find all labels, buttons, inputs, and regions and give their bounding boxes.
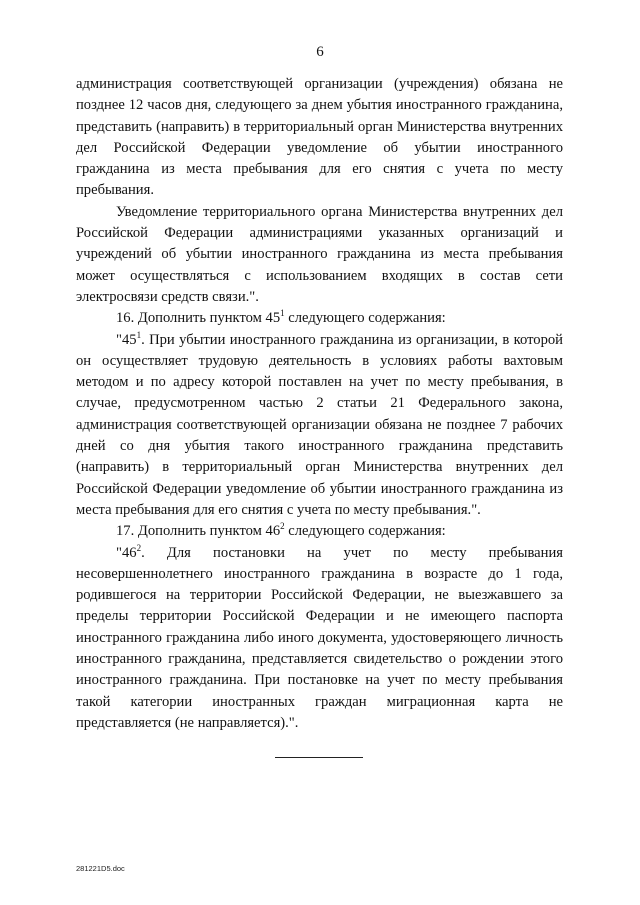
paragraph-item-17 [76,521,563,542]
point-46-2-number: "46 [116,544,137,561]
file-name-footer: 281221D5.doc [76,864,125,873]
item-16-text: 16. Дополнить пунктом 45 [116,310,281,327]
item-17-superscript: 2 [280,521,285,532]
point-45-1-number: "45 [116,331,137,348]
end-divider-line [275,757,363,758]
document-body [76,74,563,734]
paragraph-item-16 [76,308,563,329]
item-16-text-tail: следующего содержания: [284,310,446,327]
point-45-1-superscript: 1 [136,329,142,340]
paragraph-notification: Уведомление территориального органа Министерства внутренних дел Российской Федерации администрациями указанных организаций и учреждений об убытии иностранного гражданина из места пребывания может осуществляться с использованием входящих в состав сети электросвязи средств связи.". [76,203,563,305]
page-number: 6 [316,44,324,60]
paragraph-continuation: администрация соответствующей организации (учреждения) обязана не позднее 12 часов дня, следующего за днем убытия иностранного гражданина, представить (направить) в территориальный орган Министерства внутренних дел Российской Федерации уведомление об убытии иностранного гражданина из места пребывания для его снятия с учета по месту пребывания. [76,76,563,199]
point-45-1-text: . При убытии иностранного гражданина из организации, в которой он осуществляет трудовую деятельность в условиях работы вахтовым методом и по адресу которой поставлен на учет по месту пребывания, в случае, предусмотренном частью 2 статьи 21 Федерального закона, администрация соответствующей организации обязана не позднее 7 рабочих дней со дня убытия такого иностранного гражданина представить (направить) в территориальный орган Министерства внутренних дел Российской Федерации уведомление об убытии иностранного гражданина из места пребывания для его снятия с учета по месту пребывания.". [76,331,563,518]
paragraph-point-46-2 [76,543,563,735]
paragraph-point-45-1 [76,330,563,522]
item-16-superscript: 1 [280,308,285,319]
item-17-text-tail: следующего содержания: [284,523,446,540]
item-17-text: 17. Дополнить пунктом 46 [116,523,281,540]
point-46-2-superscript: 2 [136,542,142,553]
point-46-2-text: . Для постановки на учет по месту пребывания несовершеннолетнего иностранного гражданина в возрасте до 1 года, родившегося на территории Российской Федерации, не выезжавшего за пределы территории Российской Федерации и не имеющего паспорта иностранного гражданина либо иного документа, удостоверяющего личность иностранного гражданина, представляется свидетельство о рождении этого иностранного гражданина. При постановке на учет по месту пребывания такой категории иностранных граждан миграционная карта не представляется (не направляется).". [76,544,563,731]
